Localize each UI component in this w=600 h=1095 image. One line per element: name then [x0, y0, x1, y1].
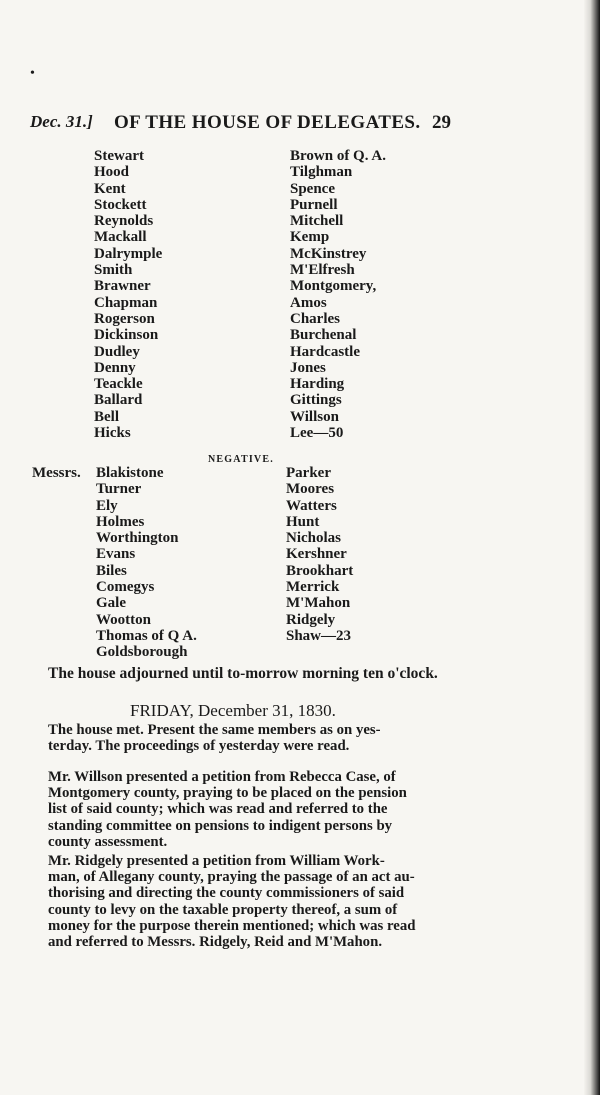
affirmative-column-1: [94, 148, 162, 441]
member-name: Ridgely: [286, 611, 336, 628]
member-name: Mitchell: [290, 213, 344, 230]
member-name: Comegys: [96, 579, 155, 596]
member-name: Shaw—23: [286, 627, 352, 644]
member-name: Brown of Q. A.: [290, 148, 386, 164]
negative-column-2: [286, 465, 353, 644]
member-name: Hunt: [286, 513, 320, 530]
member-name: Denny: [94, 359, 136, 376]
member-name: Goldsborough: [96, 644, 188, 661]
member-name: Charles: [290, 310, 340, 327]
member-name: Parker: [286, 465, 331, 481]
member-name: Hicks: [94, 425, 131, 442]
messrs-prefix: Messrs.: [32, 465, 81, 481]
text-line: Mr. Willson presented a petition from Rebecca Case, of: [48, 769, 396, 785]
paragraph-ridgely-petition: [48, 853, 454, 950]
paragraph-house-met: [48, 722, 454, 754]
member-name: Turner: [96, 481, 142, 498]
member-name: Chapman: [94, 294, 158, 311]
member-name: Hood: [94, 164, 130, 181]
member-name: Stockett: [94, 196, 147, 213]
member-name: Dickinson: [94, 327, 159, 344]
member-name: M'Mahon: [286, 595, 351, 612]
negative-heading: NEGATIVE.: [208, 454, 274, 465]
text-line: and referred to Messrs. Ridgely, Reid and M'Mahon.: [48, 934, 383, 951]
member-name: Kent: [94, 180, 126, 197]
member-name: Worthington: [96, 530, 179, 547]
member-name: Kershner: [286, 546, 347, 563]
member-name: Blakistone: [96, 465, 164, 481]
text-line: county assessment.: [48, 833, 168, 850]
member-name: Amos: [290, 294, 327, 311]
member-name: Montgomery,: [290, 278, 377, 295]
member-name: Gittings: [290, 392, 342, 409]
text-line: standing committee on pensions to indigent persons by: [48, 817, 393, 834]
member-name: Jones: [290, 359, 326, 376]
ink-speck: •: [30, 66, 35, 81]
member-name: Ballard: [94, 392, 143, 409]
member-name: Harding: [290, 376, 345, 393]
member-name: Ely: [96, 497, 118, 514]
member-name: McKinstrey: [290, 245, 367, 262]
member-name: Lee—50: [290, 425, 344, 442]
member-name: Rogerson: [94, 310, 155, 327]
member-name: Purnell: [290, 196, 338, 213]
paragraph-willson-petition: [48, 769, 454, 850]
affirmative-column-2: [290, 148, 386, 441]
member-name: Hardcastle: [290, 343, 360, 360]
member-name: Burchenal: [290, 327, 357, 344]
member-name: Evans: [96, 546, 136, 563]
page-number: 29: [432, 112, 451, 133]
adjournment-line: The house adjourned until to-morrow morning ten o'clock.: [48, 665, 438, 682]
member-name: Brawner: [94, 278, 151, 295]
negative-column-1: [96, 465, 197, 661]
member-name: Merrick: [286, 579, 340, 596]
member-name: Thomas of Q A.: [96, 627, 197, 644]
day-heading: FRIDAY, December 31, 1830.: [130, 701, 336, 720]
text-line: Montgomery county, praying to be placed on the pension: [48, 785, 407, 802]
member-name: Moores: [286, 481, 335, 498]
member-name: Gale: [96, 595, 126, 612]
text-line: thorising and directing the county commissioners of said: [48, 885, 405, 902]
text-line: money for the purpose therein mentioned; which was read: [48, 917, 416, 934]
member-name: Biles: [96, 562, 127, 579]
member-name: Kemp: [290, 229, 330, 246]
text-line: county to levy on the taxable property thereof, a sum of: [48, 901, 398, 918]
member-name: M'Elfresh: [290, 262, 355, 279]
member-name: Teackle: [94, 376, 143, 393]
member-name: Spence: [290, 180, 335, 197]
member-name: Watters: [286, 497, 337, 514]
member-name: Dalrymple: [94, 245, 163, 262]
member-name: Bell: [94, 408, 119, 425]
member-name: Smith: [94, 262, 133, 279]
text-line: man, of Allegany county, praying the passage of an act au-: [48, 869, 415, 886]
page-edge-shadow: [584, 0, 600, 1095]
header-date: Dec. 31.]: [30, 112, 93, 131]
running-header: [30, 112, 460, 134]
member-name: Stewart: [94, 148, 144, 164]
member-name: Tilghman: [290, 164, 353, 181]
text-line: Mr. Ridgely presented a petition from William Work-: [48, 853, 385, 869]
member-name: Wootton: [96, 611, 152, 628]
member-name: Willson: [290, 408, 339, 425]
member-name: Brookhart: [286, 562, 354, 579]
member-name: Reynolds: [94, 213, 154, 230]
member-name: Holmes: [96, 513, 145, 530]
member-name: Mackall: [94, 229, 147, 246]
header-title: OF THE HOUSE OF DELEGATES.: [114, 112, 421, 133]
text-line: list of said county; which was read and referred to the: [48, 801, 388, 818]
text-line: The house met. Present the same members as on yes-: [48, 722, 381, 738]
text-line: terday. The proceedings of yesterday were read.: [48, 738, 350, 755]
member-name: Dudley: [94, 343, 140, 360]
member-name: Nicholas: [286, 530, 342, 547]
